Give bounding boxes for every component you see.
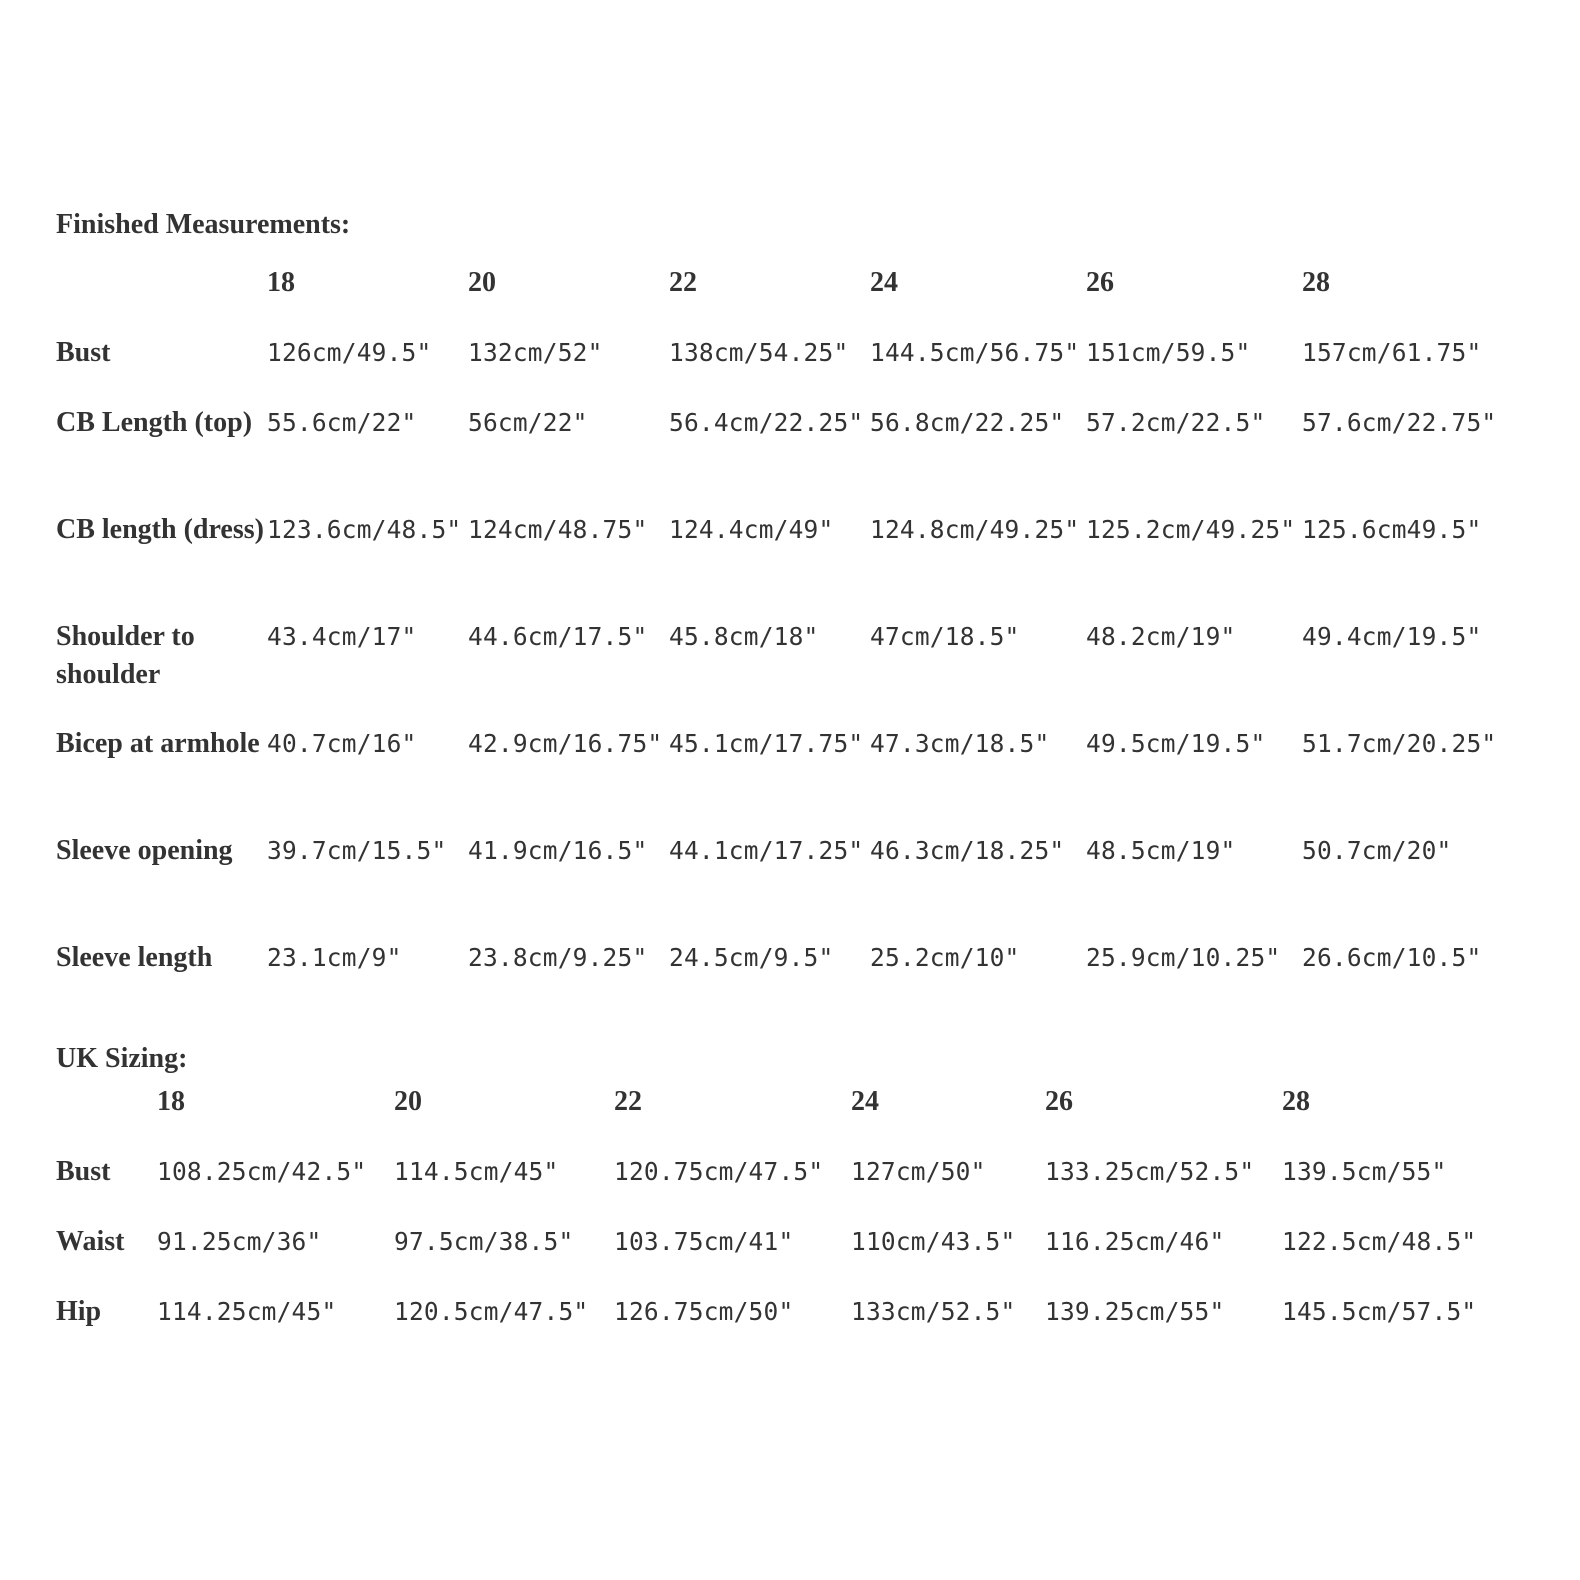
table-row xyxy=(56,939,1486,1009)
measurement-cell: 97.5cm/38.5" xyxy=(394,1227,574,1256)
size-header: 22 xyxy=(669,267,697,298)
row-label: CB Length (top) xyxy=(56,407,253,438)
measurement-cell: 40.7cm/16" xyxy=(267,729,417,758)
row-label: Sleeve length xyxy=(56,942,213,973)
measurement-cell: 49.5cm/19.5" xyxy=(1086,729,1266,758)
measurement-cell: 43.4cm/17" xyxy=(267,622,417,651)
measurement-cell: 126cm/49.5" xyxy=(267,338,432,367)
measurement-cell: 47cm/18.5" xyxy=(870,622,1020,651)
measurement-cell: 49.4cm/19.5" xyxy=(1302,622,1482,651)
size-header: 18 xyxy=(267,267,295,298)
row-label: Hip xyxy=(56,1296,102,1327)
measurement-cell: 91.25cm/36" xyxy=(157,1227,322,1256)
table-row xyxy=(56,404,1486,511)
measurement-cell: 123.6cm/48.5" xyxy=(267,515,462,544)
measurement-cell: 133.25cm/52.5" xyxy=(1045,1157,1255,1186)
measurement-cell: 139.5cm/55" xyxy=(1282,1157,1447,1186)
measurement-cell: 124.8cm/49.25" xyxy=(870,515,1080,544)
measurement-cell: 124cm/48.75" xyxy=(468,515,648,544)
size-header: 18 xyxy=(157,1086,185,1117)
finished-measurements-table xyxy=(56,264,1497,1009)
measurement-cell: 151cm/59.5" xyxy=(1086,338,1251,367)
finished-measurements-title: Finished Measurements: xyxy=(56,209,351,240)
measurement-cell: 57.2cm/22.5" xyxy=(1086,408,1266,437)
measurement-cell: 41.9cm/16.5" xyxy=(468,836,648,865)
table-row xyxy=(56,1223,1476,1293)
row-label: Bust xyxy=(56,337,111,368)
measurement-cell: 45.8cm/18" xyxy=(669,622,819,651)
uk-sizing-table xyxy=(56,1083,1476,1363)
table-row xyxy=(56,1153,1476,1223)
measurement-cell: 103.75cm/41" xyxy=(614,1227,794,1256)
measurement-cell: 23.8cm/9.25" xyxy=(468,943,648,972)
measurement-cell: 138cm/54.25" xyxy=(669,338,849,367)
table-row xyxy=(56,334,1486,404)
measurement-cell: 42.9cm/16.75" xyxy=(468,729,663,758)
measurement-cell: 26.6cm/10.5" xyxy=(1302,943,1482,972)
measurement-cell: 133cm/52.5" xyxy=(851,1297,1016,1326)
measurement-cell: 48.2cm/19" xyxy=(1086,622,1236,651)
measurement-cell: 25.2cm/10" xyxy=(870,943,1020,972)
measurement-cell: 23.1cm/9" xyxy=(267,943,402,972)
measurement-cell: 139.25cm/55" xyxy=(1045,1297,1225,1326)
measurement-cell: 108.25cm/42.5" xyxy=(157,1157,367,1186)
measurement-cell: 126.75cm/50" xyxy=(614,1297,794,1326)
measurement-cell: 45.1cm/17.75" xyxy=(669,729,864,758)
measurement-cell: 125.6cm49.5" xyxy=(1302,515,1482,544)
measurement-cell: 56cm/22" xyxy=(468,408,588,437)
measurement-cell: 25.9cm/10.25" xyxy=(1086,943,1281,972)
measurement-cell: 132cm/52" xyxy=(468,338,603,367)
measurement-cell: 57.6cm/22.75" xyxy=(1302,408,1497,437)
measurement-cell: 145.5cm/57.5" xyxy=(1282,1297,1477,1326)
measurement-cell: 39.7cm/15.5" xyxy=(267,836,447,865)
size-header: 22 xyxy=(614,1086,642,1117)
measurement-cell: 55.6cm/22" xyxy=(267,408,417,437)
size-header-row xyxy=(56,264,1486,334)
measurement-cell: 120.75cm/47.5" xyxy=(614,1157,824,1186)
table-row xyxy=(56,832,1486,939)
row-label: Bust xyxy=(56,1156,111,1187)
measurement-cell: 56.8cm/22.25" xyxy=(870,408,1065,437)
measurement-cell: 56.4cm/22.25" xyxy=(669,408,864,437)
measurement-cell: 46.3cm/18.25" xyxy=(870,836,1065,865)
size-header: 20 xyxy=(394,1086,422,1117)
measurement-cell: 122.5cm/48.5" xyxy=(1282,1227,1477,1256)
size-header: 26 xyxy=(1045,1086,1073,1117)
size-header: 26 xyxy=(1086,267,1114,298)
uk-sizing-title: UK Sizing: xyxy=(56,1043,188,1074)
measurement-cell: 116.25cm/46" xyxy=(1045,1227,1225,1256)
row-label: Shoulder to shoulder xyxy=(56,621,195,690)
measurement-cell: 51.7cm/20.25" xyxy=(1302,729,1497,758)
corner-cell xyxy=(56,1083,157,1153)
size-header-row xyxy=(56,1083,1476,1153)
measurement-cell: 120.5cm/47.5" xyxy=(394,1297,589,1326)
measurement-cell: 47.3cm/18.5" xyxy=(870,729,1050,758)
measurement-cell: 144.5cm/56.75" xyxy=(870,338,1080,367)
measurement-cell: 125.2cm/49.25" xyxy=(1086,515,1296,544)
measurement-cell: 44.1cm/17.25" xyxy=(669,836,864,865)
size-header: 28 xyxy=(1302,267,1330,298)
measurement-cell: 24.5cm/9.5" xyxy=(669,943,834,972)
size-header: 20 xyxy=(468,267,496,298)
table-row xyxy=(56,618,1486,725)
measurement-cell: 157cm/61.75" xyxy=(1302,338,1482,367)
measurement-cell: 48.5cm/19" xyxy=(1086,836,1236,865)
size-header: 24 xyxy=(870,267,898,298)
table-row xyxy=(56,511,1486,618)
row-label: Sleeve opening xyxy=(56,835,233,866)
corner-cell xyxy=(56,264,267,334)
measurement-cell: 44.6cm/17.5" xyxy=(468,622,648,651)
measurement-cell: 110cm/43.5" xyxy=(851,1227,1016,1256)
measurement-cell: 127cm/50" xyxy=(851,1157,986,1186)
measurement-cell: 114.25cm/45" xyxy=(157,1297,337,1326)
row-label: CB length (dress) xyxy=(56,514,264,545)
table-row xyxy=(56,1293,1476,1363)
size-header: 28 xyxy=(1282,1086,1310,1117)
row-label: Bicep at armhole xyxy=(56,728,260,759)
row-label: Waist xyxy=(56,1226,125,1257)
size-header: 24 xyxy=(851,1086,879,1117)
table-row xyxy=(56,725,1486,832)
measurement-cell: 114.5cm/45" xyxy=(394,1157,559,1186)
measurement-cell: 124.4cm/49" xyxy=(669,515,834,544)
measurement-cell: 50.7cm/20" xyxy=(1302,836,1452,865)
